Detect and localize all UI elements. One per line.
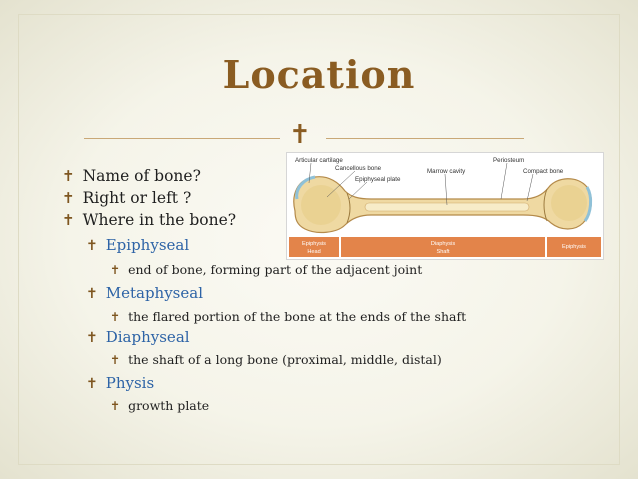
bullet-ornament-icon: ✝ bbox=[110, 399, 121, 413]
bullet-text: Epiphyseal bbox=[105, 236, 190, 254]
bullet-epiphyseal-desc bbox=[110, 262, 422, 277]
bullet-text: end of bone, forming part of the adjacent joint bbox=[128, 262, 423, 277]
bullet-ornament-icon: ✝ bbox=[62, 211, 75, 229]
bullet-ornament-icon: ✝ bbox=[86, 286, 98, 302]
bullet-text: Name of bone? bbox=[82, 167, 201, 185]
region-diaphysis: Diaphysis bbox=[430, 241, 456, 247]
bullet-text: Physis bbox=[105, 374, 155, 392]
bullet-ornament-icon: ✝ bbox=[86, 330, 98, 346]
bullet-ornament-icon: ✝ bbox=[62, 167, 75, 185]
bone-diagram bbox=[286, 152, 604, 260]
bullet-text: Diaphyseal bbox=[105, 328, 190, 346]
bullet-epiphyseal bbox=[86, 236, 189, 254]
bullet-metaphyseal bbox=[86, 284, 203, 302]
bullet-diaphyseal bbox=[86, 328, 190, 346]
label-epiphyseal-plate: Epiphyseal plate bbox=[355, 176, 401, 183]
bullet-where-in-bone bbox=[62, 211, 236, 229]
label-marrow-cavity: Marrow cavity bbox=[427, 168, 466, 175]
title-divider-right bbox=[326, 138, 524, 139]
bone-illustration bbox=[287, 153, 603, 259]
region-epiphysis-left: Epiphysis bbox=[302, 241, 326, 247]
label-cancellous-bone: Cancellous bone bbox=[335, 165, 382, 172]
long-bone-shape bbox=[294, 177, 592, 233]
bullet-ornament-icon: ✝ bbox=[110, 353, 121, 367]
title-divider-left bbox=[84, 138, 280, 139]
region-epiphysis-right: Epiphysis bbox=[562, 244, 586, 250]
bullet-text: the flared portion of the bone at the ends of the shaft bbox=[128, 309, 467, 324]
slide-title: Location bbox=[222, 52, 416, 97]
bullet-ornament-icon: ✝ bbox=[62, 189, 75, 207]
bullet-metaphyseal-desc bbox=[110, 309, 466, 324]
bullet-ornament-icon: ✝ bbox=[86, 376, 98, 392]
label-periosteum: Periosteum bbox=[493, 157, 525, 164]
bullet-ornament-icon: ✝ bbox=[110, 263, 121, 277]
bullet-diaphyseal-desc bbox=[110, 352, 442, 367]
bullet-text: the shaft of a long bone (proximal, middle, distal) bbox=[128, 352, 442, 367]
region-head: Head bbox=[307, 249, 321, 255]
ornament-icon: ✝ bbox=[289, 120, 311, 150]
bullet-text: Right or left ? bbox=[82, 189, 192, 207]
bullet-right-or-left bbox=[62, 189, 191, 207]
bullet-text: Where in the bone? bbox=[82, 211, 237, 229]
bullet-text: Metaphyseal bbox=[105, 284, 203, 302]
region-shaft: Shaft bbox=[436, 249, 450, 255]
bullet-ornament-icon: ✝ bbox=[86, 238, 98, 254]
bullet-physis-desc bbox=[110, 398, 209, 413]
label-compact-bone: Compact bone bbox=[523, 168, 564, 175]
label-articular-cartilage: Articular cartilage bbox=[295, 157, 343, 164]
bullet-text: growth plate bbox=[128, 398, 210, 413]
bullet-ornament-icon: ✝ bbox=[110, 310, 121, 324]
bullet-physis bbox=[86, 374, 154, 392]
bullet-name-of-bone bbox=[62, 167, 201, 185]
